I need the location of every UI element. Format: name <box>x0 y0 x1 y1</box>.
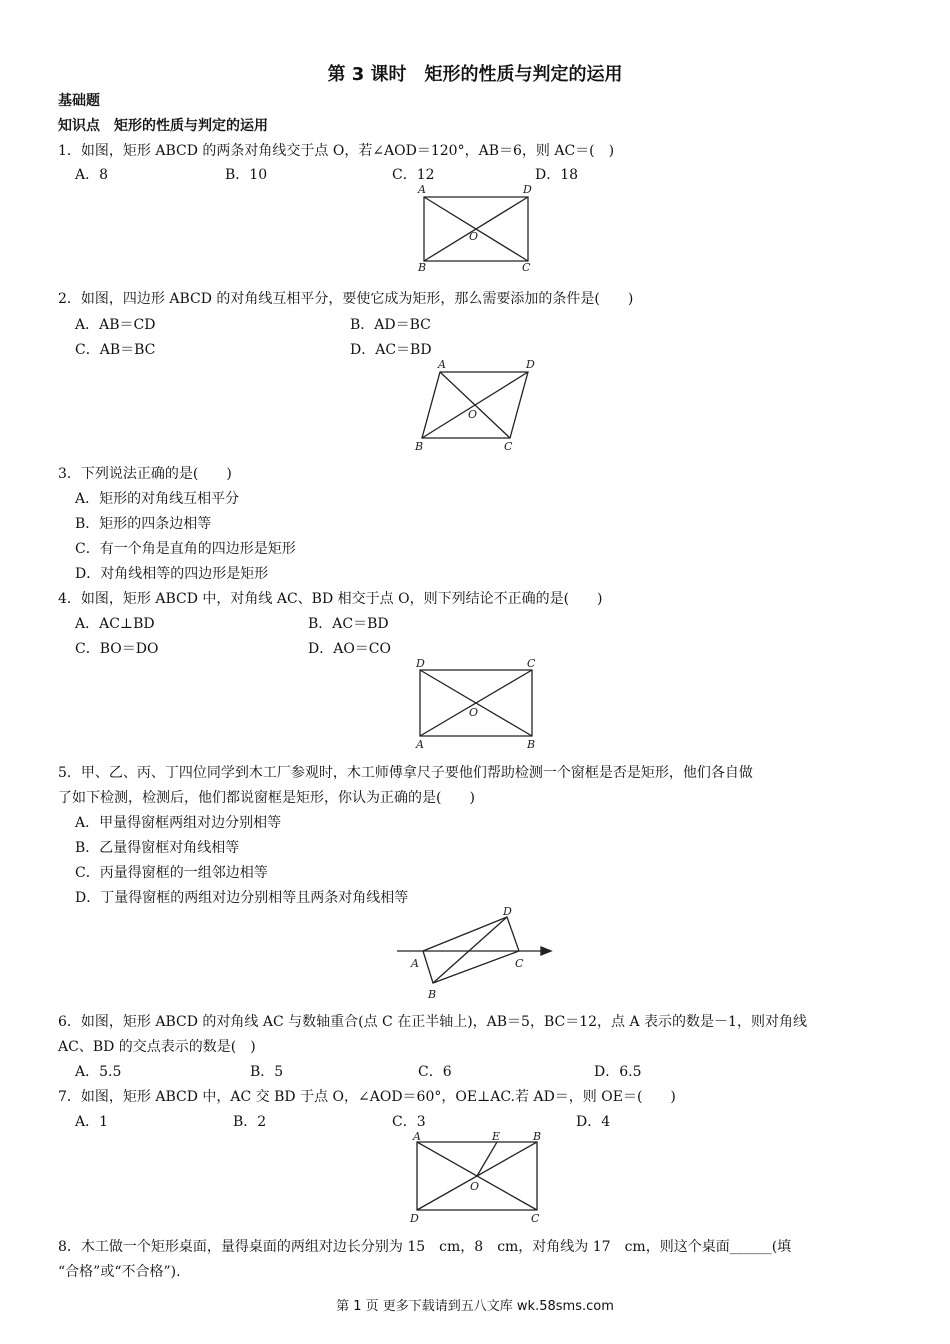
q5-option-d: D．丁量得窗框的两组对边分别相等且两条对角线相等 <box>75 890 409 906</box>
q1-option-d: D．18 <box>535 167 579 183</box>
q5-label-a: A <box>411 957 419 970</box>
q2-label-a: A <box>438 358 446 371</box>
page-footer: 第 1 页 更多下载请到五八文库 wk.58sms.com <box>336 1299 614 1314</box>
q6-option-a: A．5.5 <box>75 1064 122 1080</box>
q7-rectangle-figure <box>405 1130 550 1225</box>
q4-option-b: B．AC＝BD <box>308 616 389 632</box>
q4-option-d: D．AO＝CO <box>308 641 392 657</box>
q3-option-c: C．有一个角是直角的四边形是矩形 <box>75 541 296 557</box>
q1-option-c: C．12 <box>392 167 435 183</box>
q7-option-a: A．1 <box>75 1114 109 1130</box>
section-heading: 基础题 <box>58 93 100 109</box>
q7-label-a: A <box>413 1130 421 1143</box>
q1-label-d: D <box>523 183 532 196</box>
q2-option-d: D．AC＝BD <box>350 342 432 358</box>
q4-label-c: C <box>527 657 536 670</box>
q2-label-b: B <box>415 440 424 453</box>
q4-label-d: D <box>416 657 425 670</box>
q5-option-a: A．甲量得窗框两组对边分别相等 <box>75 815 282 831</box>
q5-label-d: D <box>503 905 512 918</box>
q3-option-a: A．矩形的对角线互相平分 <box>75 491 240 507</box>
q7-label-e: E <box>492 1130 501 1143</box>
q1-option-a: A．8 <box>75 167 109 183</box>
q5-option-b: B．乙量得窗框对角线相等 <box>75 840 240 856</box>
q6-option-c: C．6 <box>418 1064 452 1080</box>
q2-label-d: D <box>526 358 535 371</box>
q1-label-c: C <box>522 261 531 274</box>
q4-label-b: B <box>527 738 536 751</box>
question-3-stem: 3．下列说法正确的是( ) <box>58 466 232 482</box>
q7-label-d: D <box>410 1212 419 1225</box>
q1-label-a: A <box>418 183 426 196</box>
question-5-stem-line1: 5．甲、乙、丙、丁四位同学到木工厂参观时，木工师傅拿尺子要他们帮助检测一个窗框是否是矩形，他们各自做 <box>58 765 753 781</box>
q2-option-a: A．AB＝CD <box>75 317 156 333</box>
question-5-stem-line2: 了如下检测，检测后，他们都说窗框是矩形，你认为正确的是( ) <box>58 790 475 806</box>
question-1-stem: 1．如图，矩形 ABCD 的两条对角线交于点 O，若∠AOD＝120°，AB＝6，则 AC＝( ) <box>58 143 615 159</box>
q4-label-o: O <box>469 706 479 719</box>
q2-option-b: B．AD＝BC <box>350 317 431 333</box>
q7-label-b: B <box>533 1130 542 1143</box>
page-title: 第 3 课时 矩形的性质与判定的运用 <box>327 64 623 85</box>
q6-option-b: B．5 <box>250 1064 284 1080</box>
q7-label-c: C <box>531 1212 540 1225</box>
question-6-stem-line1: 6．如图，矩形 ABCD 的对角线 AC 与数轴重合(点 C 在正半轴上)，AB＝5，BC＝12，点 A 表示的数是－1，则对角线 <box>58 1014 807 1030</box>
q2-label-c: C <box>504 440 513 453</box>
q4-label-a: A <box>416 738 424 751</box>
q1-label-b: B <box>418 261 427 274</box>
q1-rectangle-figure <box>410 185 540 275</box>
q5-label-b: B <box>428 988 437 1001</box>
q7-option-b: B．2 <box>233 1114 267 1130</box>
question-4-stem: 4．如图，矩形 ABCD 中，对角线 AC、BD 相交于点 O，则下列结论不正确的是( ) <box>58 591 603 607</box>
q4-option-c: C．BO＝DO <box>75 641 159 657</box>
q7-label-o: O <box>470 1180 480 1193</box>
question-8-stem-line2: “合格”或“不合格”). <box>58 1264 181 1280</box>
q7-option-c: C．3 <box>392 1114 426 1130</box>
q1-option-b: B．10 <box>225 167 268 183</box>
q5-option-c: C．丙量得窗框的一组邻边相等 <box>75 865 268 881</box>
q4-rectangle-figure <box>410 656 540 751</box>
q6-option-d: D．6.5 <box>594 1064 642 1080</box>
q4-option-a: A．AC⊥BD <box>75 616 155 632</box>
q3-option-d: D．对角线相等的四边形是矩形 <box>75 566 269 582</box>
q3-option-b: B．矩形的四条边相等 <box>75 516 212 532</box>
question-7-stem: 7．如图，矩形 ABCD 中，AC 交 BD 于点 O，∠AOD＝60°，OE⊥AC.若 AD＝，则 OE＝( ) <box>58 1089 676 1105</box>
knowledge-point-heading: 知识点 矩形的性质与判定的运用 <box>58 118 268 134</box>
question-8-stem-line1: 8．木工做一个矩形桌面，量得桌面的两组对边长分别为 15 cm，8 cm，对角线为 17 cm，则这个桌面______(填 <box>58 1239 792 1255</box>
q1-label-o: O <box>469 230 479 243</box>
q7-option-d: D．4 <box>576 1114 611 1130</box>
q2-option-c: C．AB＝BC <box>75 342 156 358</box>
question-2-stem: 2．如图，四边形 ABCD 的对角线互相平分，要使它成为矩形，那么需要添加的条件是( ) <box>58 291 634 307</box>
q5-number-axis-rectangle-figure <box>395 905 560 1005</box>
question-6-stem-line2: AC、BD 的交点表示的数是( ) <box>58 1039 256 1055</box>
q2-label-o: O <box>468 408 478 421</box>
q5-label-c: C <box>515 957 524 970</box>
q2-parallelogram-figure <box>410 358 540 456</box>
